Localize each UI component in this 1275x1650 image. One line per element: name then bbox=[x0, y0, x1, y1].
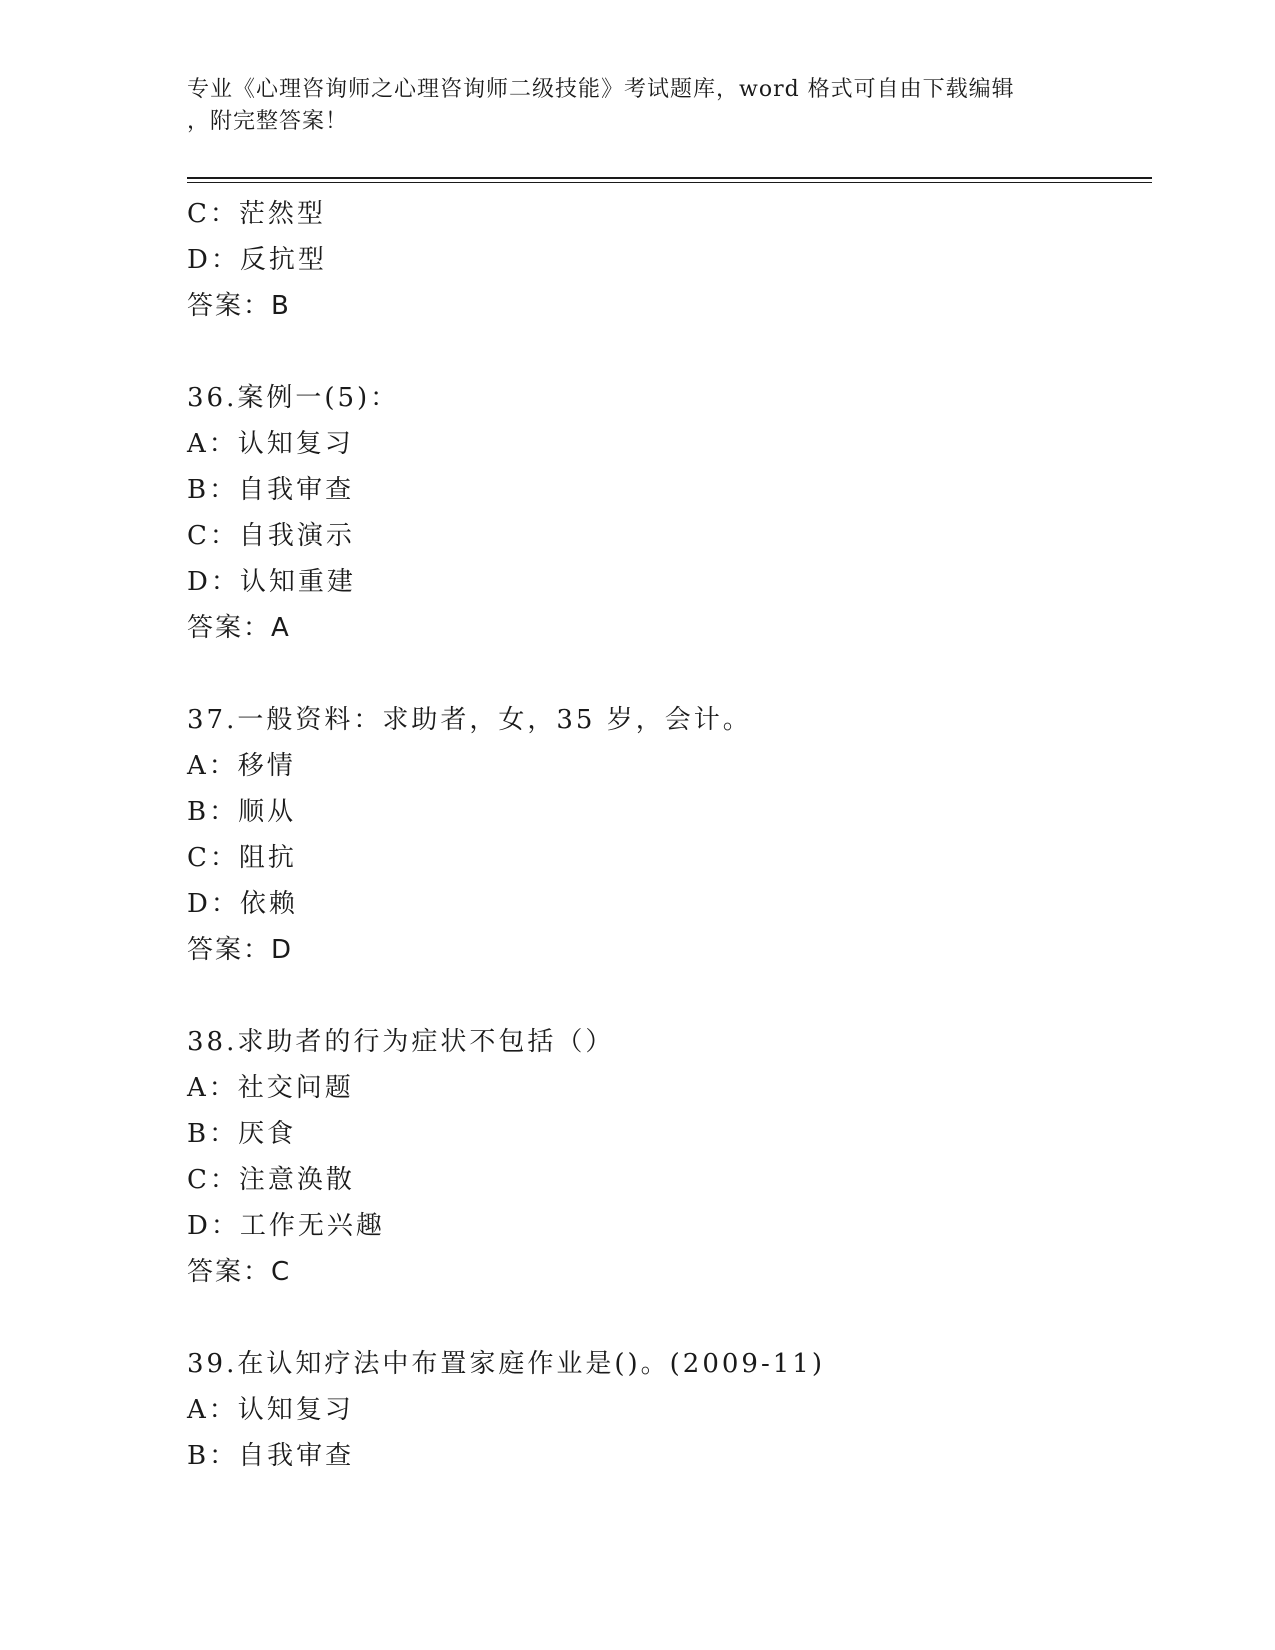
header-rule-thick bbox=[187, 177, 1152, 179]
answer-label: 答案：B bbox=[187, 291, 291, 321]
question-block-37 bbox=[187, 697, 1152, 973]
question-block-35 bbox=[187, 191, 1152, 329]
question-block-39 bbox=[187, 1341, 1152, 1479]
option-a: A：认知复习 bbox=[187, 1395, 354, 1425]
answer-label: 答案：A bbox=[187, 613, 291, 643]
question-list bbox=[187, 191, 1152, 1479]
option-a: A：认知复习 bbox=[187, 429, 354, 459]
option-b: B：自我审查 bbox=[187, 1441, 355, 1471]
option-c: C：自我演示 bbox=[187, 521, 355, 551]
spacer bbox=[187, 329, 1152, 375]
answer-label: 答案：D bbox=[187, 935, 294, 965]
question-block-38 bbox=[187, 1019, 1152, 1295]
header-line-1: 专业《心理咨询师之心理咨询师二级技能》考试题库，word 格式可自由下载编辑 bbox=[187, 77, 1015, 102]
spacer bbox=[187, 1295, 1152, 1341]
option-d: D：反抗型 bbox=[187, 245, 327, 275]
question-text: 39.在认知疗法中布置家庭作业是()。(2009-11) bbox=[187, 1349, 825, 1379]
answer-label: 答案：C bbox=[187, 1257, 292, 1287]
option-c: C：阻抗 bbox=[187, 843, 297, 873]
option-b: B：厌食 bbox=[187, 1119, 297, 1149]
spacer bbox=[187, 973, 1152, 1019]
option-a: A：移情 bbox=[187, 751, 296, 781]
option-b: B：自我审查 bbox=[187, 475, 355, 505]
option-c: C：注意涣散 bbox=[187, 1165, 355, 1195]
header-line-2: ，附完整答案！ bbox=[187, 109, 349, 134]
question-text: 37.一般资料：求助者，女，35 岁，会计。 bbox=[187, 705, 752, 735]
question-text: 36.案例一(5)： bbox=[187, 383, 400, 413]
option-b: B：顺从 bbox=[187, 797, 297, 827]
option-a: A：社交问题 bbox=[187, 1073, 354, 1103]
option-c: C：茫然型 bbox=[187, 199, 326, 229]
option-d: D：工作无兴趣 bbox=[187, 1211, 385, 1241]
option-d: D：认知重建 bbox=[187, 567, 356, 597]
spacer bbox=[187, 651, 1152, 697]
question-text: 38.求助者的行为症状不包括（） bbox=[187, 1027, 615, 1057]
header-rule-thin bbox=[187, 182, 1152, 183]
option-d: D：依赖 bbox=[187, 889, 298, 919]
document-header bbox=[187, 74, 1087, 138]
question-block-36 bbox=[187, 375, 1152, 651]
